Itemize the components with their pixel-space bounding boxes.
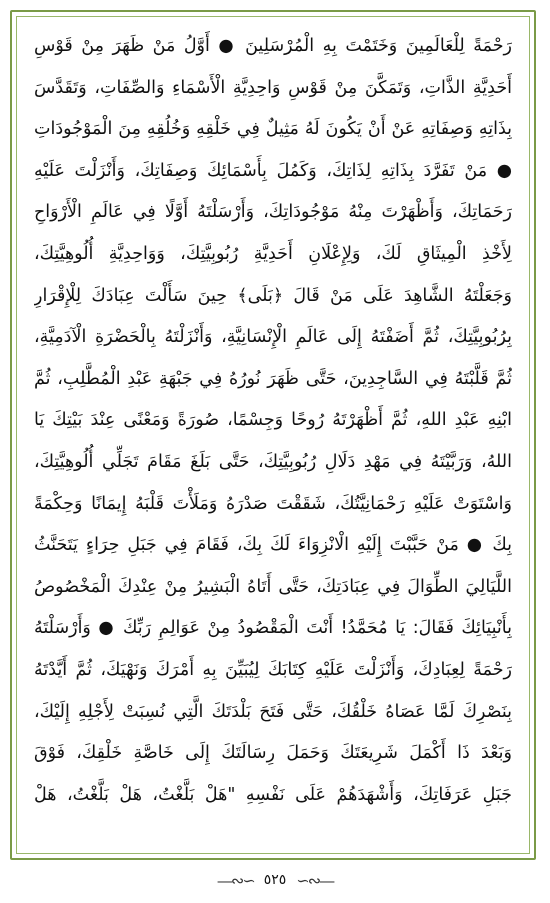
text-line-11: اللهُ، وَرَبَّيْتَهُ فِي مَهْدِ دَلَالِ رُبُوبِيَّتِكَ، حَتَّى بَلَغَ مَقَامَ تَجَلِّي أُلُوهِيَّتِكَ، — [34, 451, 512, 472]
text-line-8: بِرُبُوبِيَّتِكَ، ثُمَّ أَضَفْتَهُ إِلَى عَالَمِ الْإِنْسَانِيَّةِ، وَأَنْزَلْتَهُ بِالْحَضْرَةِ الْآدَمِيَّةِ، — [34, 327, 512, 348]
page-footer — [0, 868, 550, 892]
text-line-1: رَحْمَةً لِلْعَالَمِينَ وَخَتَمْتَ بِهِ الْمُرْسَلِينَ ● أَوَّلُ مَنْ ظَهَرَ مِنْ قَوْسِ — [34, 36, 512, 56]
text-line-19: جَبَلِ عَرَفَاتِكَ، وَأَشْهَدَهُمْ عَلَى نَفْسِهِ "هَلْ بَلَّغْتُ، هَلْ بَلَّغْتُ، هَلْ — [34, 784, 512, 805]
text-line-15: بِأَنْبِيَائِكَ فَقَالَ: يَا مُحَمَّدُ! أَنْتَ الْمَقْصُودُ مِنْ عَوَالِمِ رَبِّكَ ● وَأَرْسَلْتَهُ — [34, 618, 512, 639]
page-number: ٥٢٥ — [263, 872, 287, 888]
text-line-12: وَاسْتَوَتْ عَلَيْهِ رَحْمَانِيَّتُكَ، شَقَقْتَ صَدْرَهُ وَمَلَأْتَ قَلْبَهُ إِيمَانًا وَحِكْمَةً — [34, 493, 512, 514]
text-line-13: بِكَ ● مَنْ حَبَّبْتَ إِلَيْهِ الْانْزِوَاءَ لَكَ بِكَ، فَقَامَ فِي جَبَلِ حِرَاءٍ يَتَحَنَّثُ — [34, 535, 512, 556]
text-line-17: بِنَصْرِكَ لَمَّا عَصَاهُ خَلْقُكَ، حَتَّى فَتَحَ بَلْدَتَكَ الَّتِي نُسِبَتْ لِأَجْلِهِ إِلَيْكَ، — [34, 701, 512, 722]
text-line-7: وَجَعَلْتَهُ الشَّاهِدَ عَلَى مَنْ قَالَ ﴿بَلَى﴾ حِينَ سَأَلْتَ عِبَادَكَ لِلْإِقْرَارِ — [34, 285, 512, 306]
page-frame — [10, 10, 536, 860]
text-line-9: ثُمَّ قَلَّبْتَهُ فِي السَّاجِدِينَ، حَتَّى ظَهَرَ نُورُهُ فِي جَبْهَةِ عَبْدِ الْمُطَّلِبِ، ثُمَّ — [34, 368, 512, 389]
text-line-3: بِذَاتِهِ وَصِفَاتِهِ عَنْ أَنْ يَكُونَ لَهُ مَثِيلٌ فِي خَلْقِهِ وَخُلُقِهِ مِنَ الْمَوْجُودَاتِ — [34, 119, 512, 140]
footer-ornament-right: ∽∾— — [296, 870, 334, 890]
text-line-2: أَحَدِيَّةِ الذَّاتِ، وَتَمَكَّنَ مِنْ قَوْسِ وَاحِدِيَّةِ الْأَسْمَاءِ وَالصِّفَاتِ، وَتَقَدَّسَ — [34, 77, 512, 98]
text-line-6: لِأَخْذِ الْمِيثَاقِ لَكَ، وَلِإِعْلَانِ أَحَدِيَّةِ رُبُوبِيَّتِكَ، وَوَاحِدِيَّةِ أُلُوهِيَّتِكَ، — [34, 243, 512, 264]
text-body — [34, 26, 512, 816]
text-line-5: رَحَمَاتِكَ، وَأَظْهَرْتَ مِنْهُ مَوْجُودَاتِكَ، وَأَرْسَلْتَهُ أَوَّلًا فِي عَالَمِ الْأَرْوَاحِ — [34, 202, 512, 223]
text-line-18: وَبَعْدَ ذَا أَكْمَلَ شَرِيعَتَكَ وَحَمَلَ رِسَالَتَكَ إِلَى خَاصَّةِ خَلْقِكَ، فَوْقَ — [34, 743, 512, 764]
text-line-14: اللَّيَالِيَ الطِّوَالَ فِي عِبَادَتِكَ، حَتَّى أَتَاهُ الْبَشِيرُ مِنْ عِنْدِكَ الْمَخْصُوصُ — [34, 576, 512, 597]
footer-ornament-left: —∾∽ — [216, 870, 254, 890]
text-line-4: ● مَنْ تَفَرَّدَ بِذَاتِهِ لِذَاتِكَ، وَكَمُلَ بِأَسْمَائِكَ وَصِفَاتِكَ، وَأَنْزَلْتَ عَلَيْهِ — [34, 160, 512, 181]
text-line-10: ابْنِهِ عَبْدِ اللهِ، ثُمَّ أَظْهَرْتَهُ رُوحًا وَجِسْمًا، صُورَةً وَمَعْنًى عِنْدَ بَيْتِكَ يَا — [34, 410, 512, 431]
text-line-16: رَحْمَةً لِعِبَادِكَ، وَأَنْزَلْتَ عَلَيْهِ كِتَابَكَ لِيُبَيِّنَ بِهِ أَمْرَكَ وَنَهْيَكَ، ثُمَّ أَيَّدْتَهُ — [34, 659, 512, 680]
